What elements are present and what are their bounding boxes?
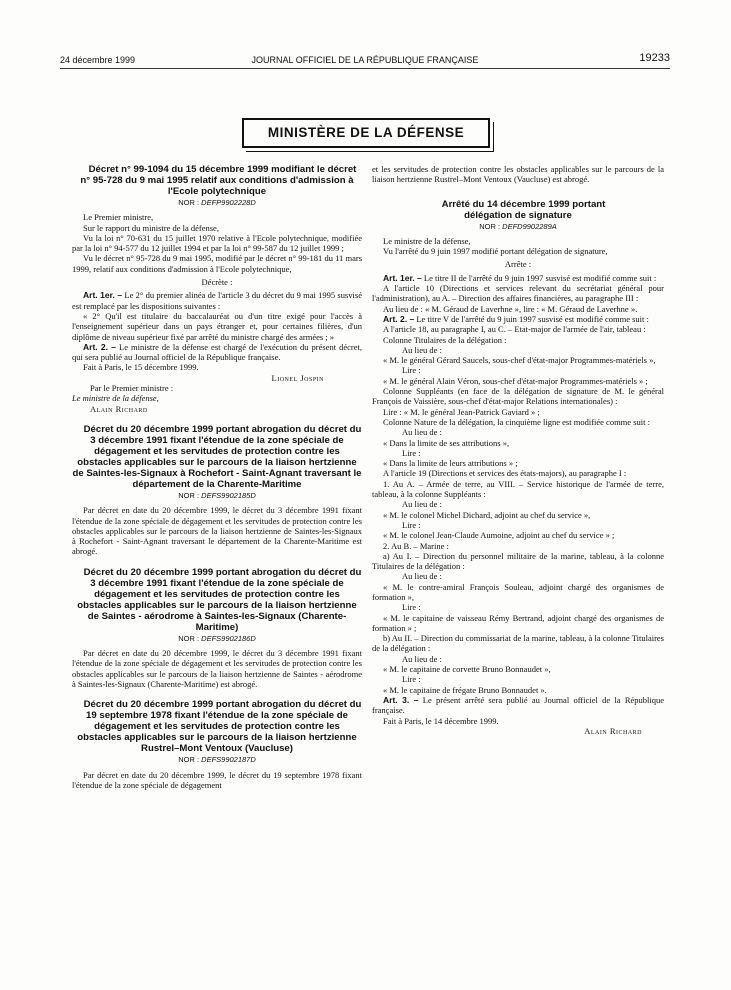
paragraph: « M. le capitaine de vaisseau Rémy Bertrand, adjoint chargé des organismes de formation » ;	[372, 612, 664, 633]
arrete-heading: Arrête :	[504, 259, 532, 270]
signature: Alain Richard	[584, 725, 642, 736]
signature: Lionel Jospin	[271, 372, 324, 383]
decree-3	[72, 567, 362, 689]
article-1: Art. 1er. – Le titre II de l'arrêté du 9 juin 1997 susvisé est modifié comme suit :	[383, 272, 657, 283]
paragraph: a) Au I. – Direction du personnel militaire de la marine, tableau, à la colonne Titulaires de la délégation :	[372, 550, 664, 572]
paragraph: Lire :	[402, 674, 421, 685]
paragraph: Lire :	[402, 365, 421, 376]
nor-reference: NOR : DEFS9902186D	[178, 633, 256, 643]
nor-reference: NOR : DEFP9902228D	[178, 198, 256, 207]
right-column	[372, 164, 664, 736]
countersign-label: Par le Premier ministre :	[90, 383, 174, 394]
paragraph: Lire :	[402, 447, 421, 458]
decree-title: Décret n° 99-1094 du 15 décembre 1999 modifiant le décret n° 95-728 du 9 mai 1995 relatif aux conditions d'admission à l'Ecole polytechnique	[80, 164, 357, 197]
arrete-title: Arrêté du 14 décembre 1999 portant délégation de signature	[441, 198, 606, 221]
paragraph: Vu l'arrêté du 9 juin 1997 modifié portant délégation de signature,	[383, 246, 608, 257]
article-1: Art. 1er. – Le 2° du premier alinéa de l'article 3 du décret du 9 mai 1995 susvisé est remplacé par les dispositions suivantes :	[72, 290, 362, 311]
paragraph: « M. le capitaine de corvette Bruno Bonnaudet »,	[383, 664, 551, 675]
arrete-1	[372, 199, 664, 737]
paragraph: 2. Au B. – Marine :	[383, 540, 449, 551]
minister-title: Le ministre de la défense,	[72, 393, 159, 404]
nor-reference: NOR : DEFS9902185D	[178, 490, 256, 500]
paragraph: A l'article 18, au paragraphe I, au C. – Etat-major de l'armée de l'air, tableau :	[383, 324, 646, 335]
paragraph: Lire : « M. le général Jean-Patrick Gaviard » ;	[383, 406, 540, 417]
paragraph: Au lieu de :	[402, 571, 442, 582]
paragraph: 1. Au A. – Armée de terre, au VIII. – Service historique de l'armée de terre, tableau, à la colonne Suppléants :	[372, 478, 664, 500]
article-3: Art. 3. – Le présent arrêté sera publié au Journal officiel de la République française.	[372, 694, 665, 716]
decree-1	[72, 164, 362, 414]
paragraph: Par décret en date du 20 décembre 1999, le décret du 19 septembre 1978 fixant l'étendue de la zone spéciale de dégagement	[72, 769, 362, 790]
signing-place-date: Fait à Paris, le 14 décembre 1999.	[383, 715, 499, 726]
nor-reference: NOR : DEFS9902187D	[178, 755, 256, 765]
paragraph: Lire :	[402, 602, 421, 613]
paragraph: Colonne Suppléants (en face de la délégation de signature de M. le général François de Vaissière, sous-chef d'état-major Relations internationales) :	[372, 386, 664, 407]
paragraph: « M. le général Alain Véron, sous-chef d'état-major Programmes-matériels » ;	[383, 375, 648, 386]
paragraph: Au lieu de :	[402, 427, 442, 438]
header-page-number: 19233	[639, 52, 670, 64]
paragraph: Au lieu de : « M. Géraud de Laverhne », lire : « M. Géraud de Laverhne ».	[383, 303, 638, 314]
quoted-text: « 2° Qu'il est titulaire du baccalauréat ou d'un titre exigé pour l'accès à l'enseignement supérieur dans un pays étranger et, pour certaines filières, d'un diplôme de niveau supérieur fixé par arrêté du ministre chargé des armées ; »	[72, 310, 362, 342]
paragraph: A l'article 19 (Directions et services des états-majors), au paragraphe I :	[383, 468, 627, 479]
paragraph: « Dans la limite de leurs attributions » ;	[383, 458, 518, 469]
paragraph: « M. le colonel Jean-Claude Aumoine, adjoint au chef du service » ;	[383, 530, 615, 541]
header-rule	[60, 68, 670, 69]
header-date: 24 décembre 1999	[60, 55, 136, 65]
paragraph: Le Premier ministre,	[83, 212, 154, 223]
signature: Alain Richard	[90, 403, 148, 414]
paragraph: Au lieu de :	[402, 499, 442, 510]
paragraph: « M. le contre-amiral François Souleau, adjoint chargé des organismes de formation »,	[372, 581, 664, 602]
page-header	[60, 52, 670, 68]
article-2: Art. 2. – Le titre V de l'arrêté du 9 juin 1997 susvisé est modifié comme suit :	[383, 313, 649, 324]
header-journal-title: JOURNAL OFFICIEL DE LA RÉPUBLIQUE FRANÇAISE	[251, 55, 479, 65]
decree-title: Décret du 20 décembre 1999 portant abrogation du décret du 3 décembre 1991 fixant l'étendue de la zone spéciale de dégagement et les servitudes de protection contre les obstacles applicables sur le parcours de la liaison hertzienne de Saintes - aérodrome à Saintes-les-Signaux (Charente-Maritime)	[77, 566, 362, 633]
paragraph: Colonne Nature de la délégation, la cinquième ligne est modifiée comme suit :	[383, 416, 650, 427]
paragraph: Vu la loi n° 70-631 du 15 juillet 1970 relative à l'Ecole polytechnique, modifiée par la loi n° 94-577 du 12 juillet 1994 et par la loi n° 99-587 du 12 juillet 1999 ;	[72, 232, 362, 254]
ministry-heading: MINISTÈRE DE LA DÉFENSE	[242, 118, 490, 148]
decrete-heading: Décrète :	[201, 277, 233, 288]
paragraph: Lire :	[402, 519, 421, 530]
decree-4	[72, 699, 362, 790]
paragraph: Vu le décret n° 95-728 du 9 mai 1995, modifié par le décret n° 99-181 du 11 mars 1999, relatif aux conditions d'admission à l'Ecole polytechnique,	[72, 253, 362, 274]
decree-title: Décret du 20 décembre 1999 portant abrogation du décret du 3 décembre 1991 fixant l'étendue de la zone spéciale de dégagement et les servitudes de protection contre les obstacles applicables sur le parcours de la liaison hertzienne de Saintes-les-Signaux à Rochefort - Saint-Agnant traversant le département de la Charente-Maritime	[72, 423, 362, 490]
article-2: Art. 2. – Le ministre de la défense est chargé de l'exécution du présent décret, qui sera publié au Journal officiel de la République française.	[72, 341, 363, 363]
paragraph: Au lieu de :	[402, 344, 442, 355]
paragraph: b) Au II. – Direction du commissariat de la marine, tableau, à la colonne Titulaires de la délégation :	[372, 633, 664, 654]
paragraph: Colonne Titulaires de la délégation :	[383, 334, 507, 345]
paragraph: « M. le colonel Michel Dichard, adjoint au chef du service »,	[383, 509, 591, 520]
paragraph: Sur le rapport du ministre de la défense,	[83, 222, 219, 233]
decree-2	[72, 424, 362, 557]
paragraph: « Dans la limite de ses attributions »,	[383, 437, 510, 448]
paragraph: « M. le général Gérard Saucels, sous-chef d'état-major Programmes-matériels »,	[383, 355, 656, 366]
signing-place-date: Fait à Paris, le 15 décembre 1999.	[83, 362, 199, 373]
paragraph: Par décret en date du 20 décembre 1999, le décret du 3 décembre 1991 fixant l'étendue de la zone spéciale de dégagement et les servitudes de protection contre les obstacles applicables sur le parcours de la liaison hertzienne de Saintes - aérodrome à Saintes-les-Signaux (Charente-Maritime) est abrogé.	[72, 648, 362, 689]
nor-reference: NOR : DEFD9902289A	[479, 221, 557, 231]
decree-title: Décret du 20 décembre 1999 portant abrogation du décret du 19 septembre 1978 fixant l'étendue de la zone spéciale de dégagement et les servitudes de protection contre les obstacles applicables sur le parcours de la liaison hertzienne Rustrel–Mont Ventoux (Vaucluse)	[77, 699, 362, 755]
paragraph: A l'article 10 (Directions et services relevant du secrétariat général pour l'administration), au A. – Direction des affaires financières, au paragraphe III :	[372, 283, 664, 304]
paragraph: Le ministre de la défense,	[383, 235, 471, 246]
paragraph: « M. le capitaine de frégate Bruno Bonnaudet ».	[383, 684, 547, 695]
paragraph-continued: et les servitudes de protection contre les obstacles applicables sur le parcours de la liaison hertzienne Rustrel–Mont Ventoux (Vaucluse) est abrogé.	[372, 164, 664, 185]
left-column	[72, 164, 362, 790]
paragraph: Au lieu de :	[402, 653, 442, 664]
paragraph: Par décret en date du 20 décembre 1999, le décret du 3 décembre 1991 fixant l'étendue de la zone spéciale de dégagement et les servitudes de protection contre les obstacles applicables sur le parcours de la liaison hertzienne de Saintes-les-Signaux à Rochefort - Saint-Agnant traversant le département de la Charente-Maritime est abrogé.	[72, 505, 362, 557]
